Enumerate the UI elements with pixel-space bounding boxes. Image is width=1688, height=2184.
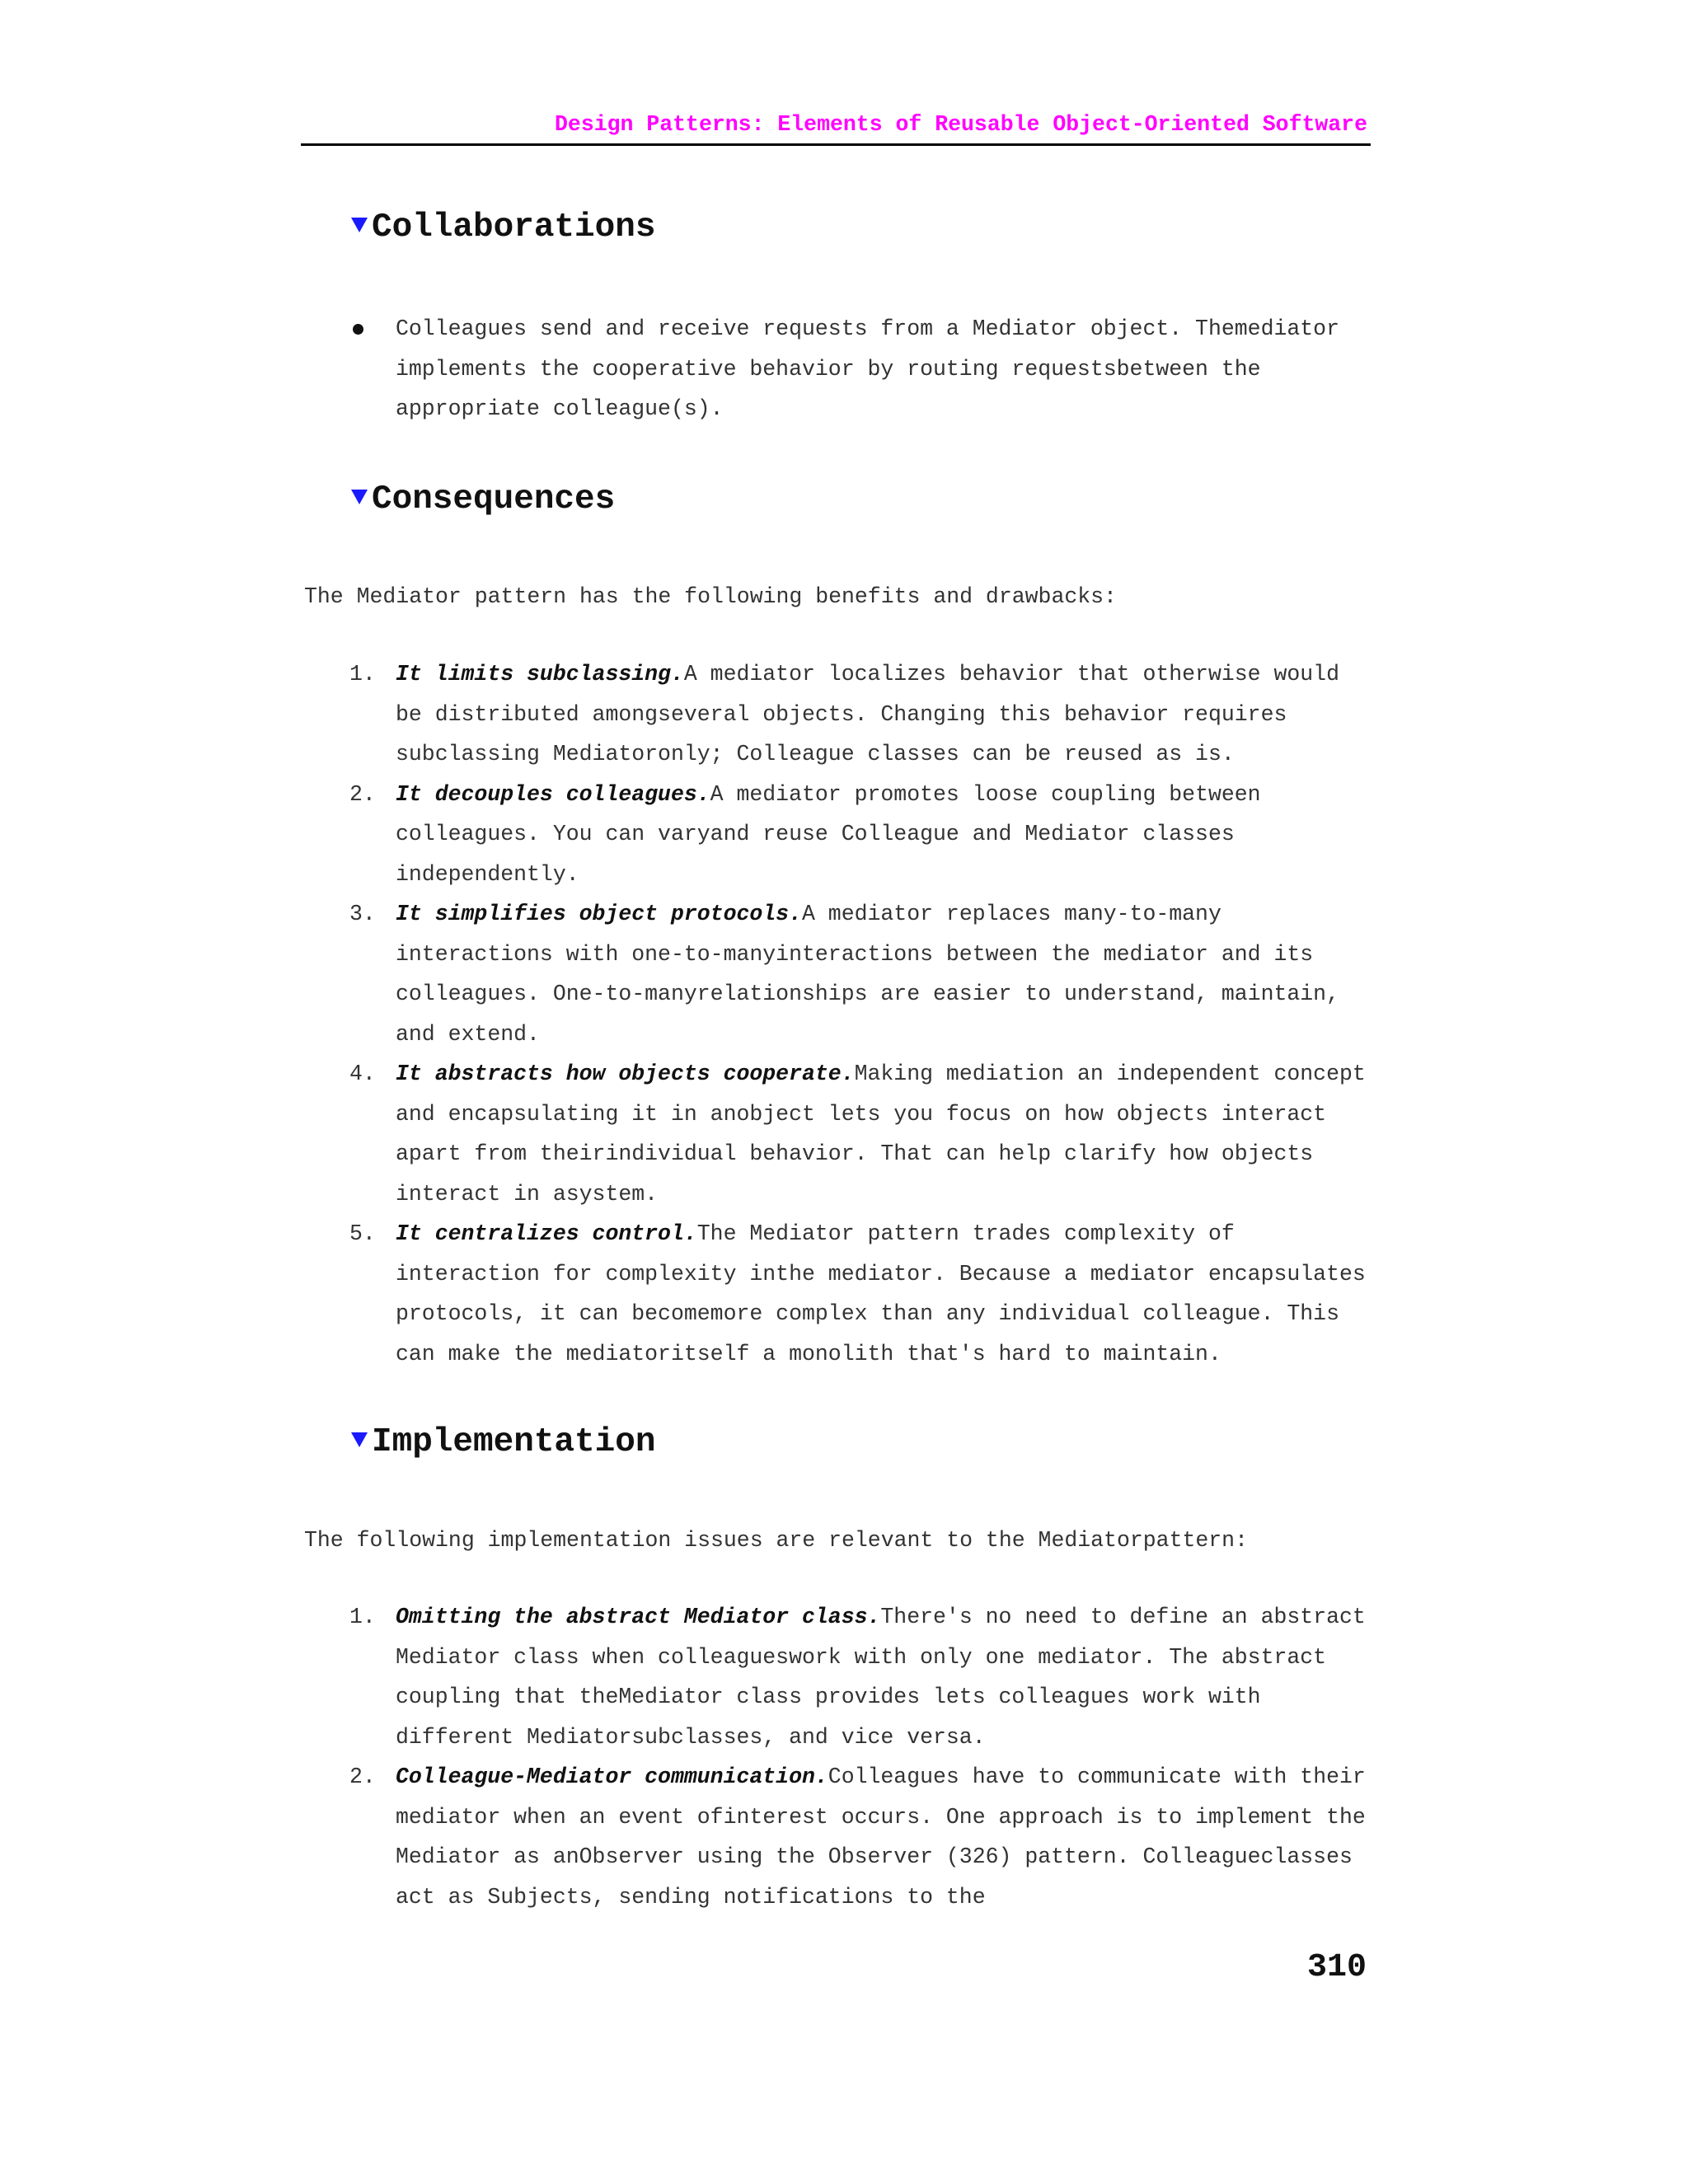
list-item bbox=[396, 309, 1376, 429]
consequences-intro: The Mediator pattern has the following benefits and drawbacks: bbox=[304, 584, 1117, 609]
implementation-list bbox=[349, 1597, 1376, 1917]
item-lead: It decouples colleagues. bbox=[396, 781, 710, 807]
item-number: 3. bbox=[349, 902, 376, 926]
item-number: 1. bbox=[349, 1605, 376, 1629]
section-title: Implementation bbox=[372, 1423, 656, 1461]
item-lead: It centralizes control. bbox=[396, 1221, 697, 1246]
implementation-intro: The following implementation issues are relevant to the Mediatorpattern: bbox=[304, 1528, 1248, 1553]
item-number: 1. bbox=[349, 662, 376, 687]
item-lead: It abstracts how objects cooperate. bbox=[396, 1062, 855, 1086]
collaborations-list bbox=[396, 309, 1376, 429]
item-number: 2. bbox=[349, 1765, 376, 1789]
item-text: A mediator promotes loose coupling between colleagues. You can varyand reuse Colleague and Mediator classes independently. bbox=[396, 781, 1261, 887]
book-title: Design Patterns: Elements of Reusable Object-Oriented Software bbox=[555, 112, 1367, 137]
list-item bbox=[349, 1054, 1376, 1214]
list-item bbox=[349, 1757, 1376, 1917]
item-number: 5. bbox=[349, 1221, 376, 1246]
item-lead: It simplifies object protocols. bbox=[396, 902, 802, 926]
item-number: 4. bbox=[349, 1062, 376, 1086]
consequences-list bbox=[349, 654, 1376, 1374]
item-text: The Mediator pattern trades complexity of interaction for complexity inthe mediator. Because a mediator encapsulates protocols, it can becomemore complex than any individual colleague. This can make the mediatoritself a monolith that's hard to maintain. bbox=[396, 1221, 1366, 1366]
list-item bbox=[349, 894, 1376, 1054]
triangle-down-icon[interactable] bbox=[351, 218, 368, 232]
triangle-down-icon[interactable] bbox=[351, 1432, 368, 1447]
triangle-down-icon[interactable] bbox=[351, 490, 368, 504]
running-header bbox=[301, 112, 1371, 146]
list-item bbox=[349, 654, 1376, 775]
item-lead: Omitting the abstract Mediator class. bbox=[396, 1605, 881, 1629]
item-text: A mediator localizes behavior that otherwise would be distributed amongseveral objects. Changing this behavior requires subclassing Mediatoronly; Colleague classes can be reused as is. bbox=[396, 662, 1339, 766]
implementation-heading[interactable] bbox=[351, 1423, 656, 1461]
item-text: A mediator replaces many-to-many interactions with one-to-manyinteractions between the mediator and its colleagues. One-to-manyrelationships are easier to understand, maintain, and extend. bbox=[396, 902, 1339, 1047]
collaborations-heading[interactable] bbox=[351, 211, 655, 245]
section-title: Consequences bbox=[372, 480, 616, 518]
item-text: Making mediation an independent concept and encapsulating it in anobject lets you focus on how objects interact apart from theirindividual behavior. That can help clarify how objects interact in asystem. bbox=[396, 1062, 1366, 1207]
item-lead: It limits subclassing. bbox=[396, 662, 684, 687]
list-item bbox=[349, 1597, 1376, 1757]
bullet-icon bbox=[353, 324, 363, 335]
item-text: Colleagues have to communicate with their mediator when an event ofinterest occurs. One approach is to implement the Mediator as anObserver using the Observer (326) pattern. Colleagueclasses act as Subjects, sending notifications to the bbox=[396, 1765, 1366, 1910]
item-number: 2. bbox=[349, 781, 376, 807]
list-item bbox=[349, 775, 1376, 895]
page-number: 310 bbox=[1306, 1949, 1367, 1986]
item-text: There's no need to define an abstract Mediator class when colleagueswork with only one mediator. The abstract coupling that theMediator class provides lets colleagues work with different Mediatorsubclasses, and vice versa. bbox=[396, 1605, 1366, 1750]
consequences-heading[interactable] bbox=[351, 480, 616, 518]
item-text: Colleagues send and receive requests from a Mediator object. Themediator implements the cooperative behavior by routing requestsbetween the appropriate colleague(s). bbox=[396, 316, 1339, 421]
list-item bbox=[349, 1214, 1376, 1374]
item-lead: Colleague-Mediator communication. bbox=[396, 1765, 828, 1789]
section-title: Collaborations bbox=[372, 209, 656, 246]
